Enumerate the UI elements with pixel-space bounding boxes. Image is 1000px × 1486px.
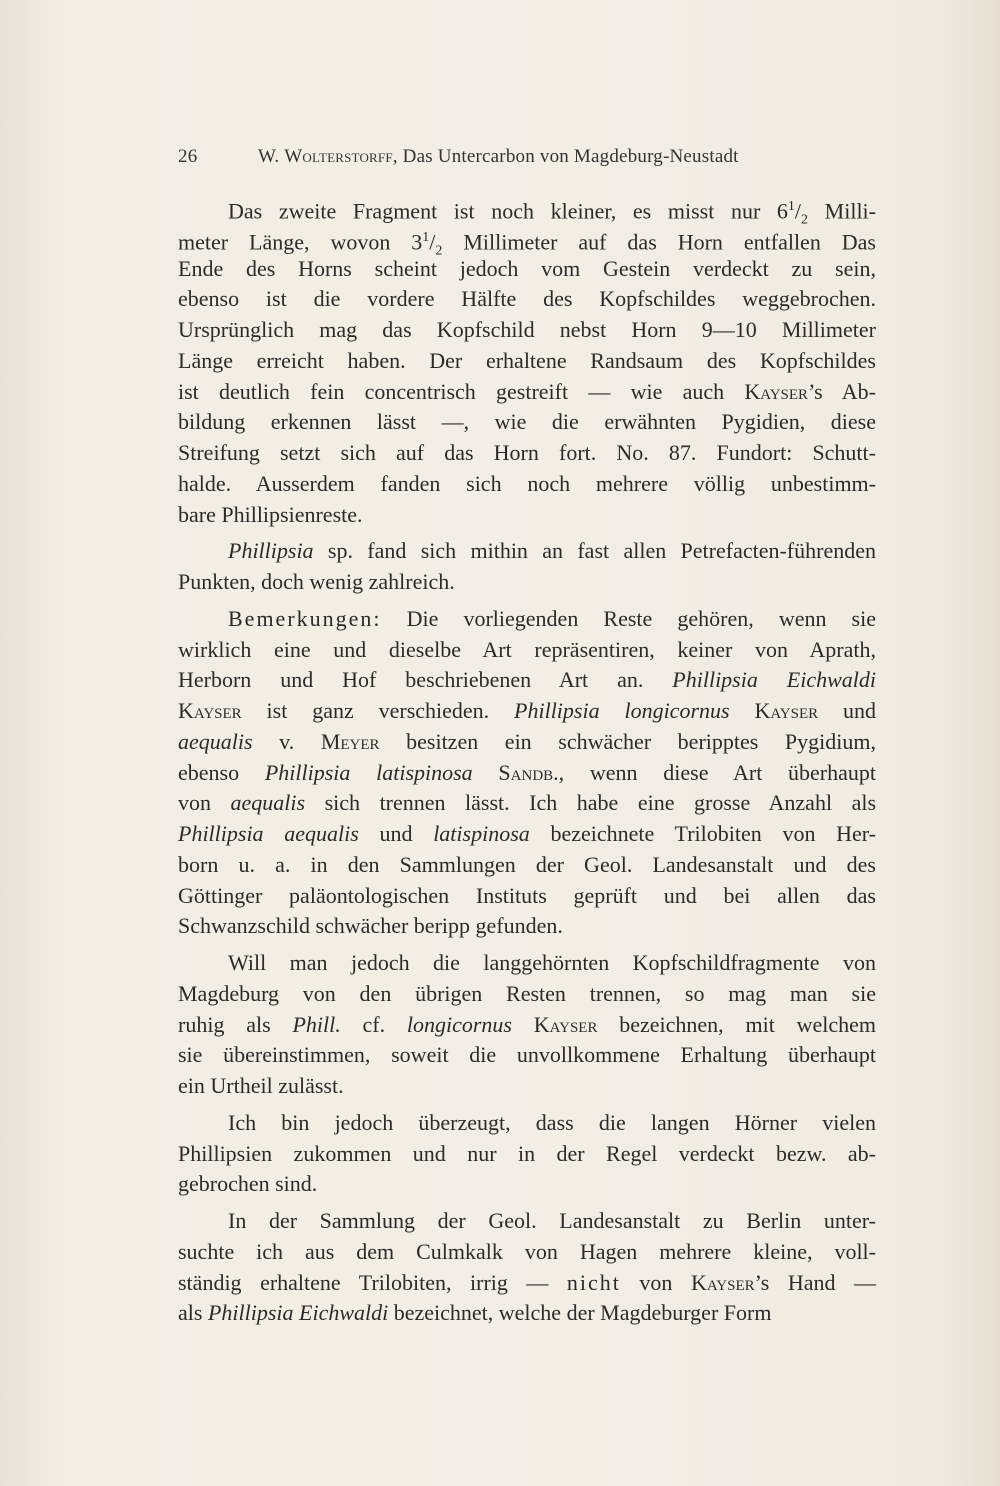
text-segment: In der Sammlung der Geol. Landesanstalt zu Berlin unter- bbox=[228, 1208, 876, 1233]
text-line bbox=[178, 500, 876, 531]
text-segment bbox=[512, 1012, 534, 1037]
text-segment: besitzen ein schwächer beripptes Pygidium, bbox=[379, 728, 876, 754]
text-segment bbox=[473, 760, 499, 785]
text-line bbox=[178, 315, 876, 346]
text-line bbox=[178, 346, 876, 377]
text-segment: sich trennen lässt. Ich habe eine grosse Anzahl als bbox=[305, 790, 877, 816]
italic-text: aequalis bbox=[230, 790, 306, 816]
text-line bbox=[178, 911, 876, 942]
text-segment: born u. a. in den Sammlungen der Geol. Landesanstalt und des bbox=[178, 851, 876, 877]
italic-text: Phillipsia latispinosa bbox=[264, 759, 473, 785]
text-segment: ist ganz verschieden. bbox=[241, 698, 515, 723]
italic-text: Phillipsia longicornus bbox=[514, 698, 730, 723]
small-caps-name: Kayser bbox=[690, 1269, 755, 1295]
paragraph bbox=[178, 604, 876, 942]
text-line bbox=[178, 438, 876, 469]
text-line bbox=[178, 881, 876, 912]
italic-text: Phill. bbox=[292, 1011, 341, 1037]
text-segment: meter Länge, wovon 3 bbox=[178, 229, 423, 255]
text-line bbox=[178, 1071, 876, 1102]
text-segment: ruhig als bbox=[178, 1011, 293, 1037]
text-segment: und bbox=[818, 698, 877, 723]
small-caps-name: Meyer bbox=[320, 728, 380, 754]
header-title: , Das Untercarbon von Magdeburg-Neustadt bbox=[392, 146, 739, 167]
paragraph bbox=[178, 1108, 876, 1200]
text-segment: Punkten, doch wenig zahlreich. bbox=[178, 569, 455, 594]
italic-text: latispinosa bbox=[433, 821, 530, 846]
text-segment: ’s Hand — bbox=[754, 1269, 876, 1295]
text-segment: 1 bbox=[787, 199, 795, 214]
small-caps-name: Kayser bbox=[744, 378, 809, 404]
text-segment: bare Phillipsienreste. bbox=[178, 501, 363, 527]
text-line bbox=[178, 979, 876, 1010]
text-segment: / bbox=[429, 229, 436, 255]
text-segment: Das zweite Fragment ist noch kleiner, es misst nur 6 bbox=[228, 198, 788, 224]
body-text bbox=[178, 192, 876, 1329]
text-segment: Bemerkungen: bbox=[228, 605, 382, 631]
text-segment: nicht bbox=[566, 1269, 621, 1295]
text-segment: sie übereinstimmen, soweit die unvollkommene Erhaltung überhaupt bbox=[178, 1042, 876, 1068]
text-segment: bezeichnete Trilobiten von Her- bbox=[529, 821, 876, 846]
text-line bbox=[178, 469, 876, 500]
text-segment: Ursprünglich mag das Kopfschild nebst Horn 9—10 Millimeter bbox=[178, 317, 876, 342]
text-segment: 2 bbox=[801, 212, 809, 228]
text-segment: Schwanzschild schwächer beripp gefunden. bbox=[178, 913, 563, 939]
text-line bbox=[178, 819, 876, 850]
text-segment: Göttinger paläontologischen Instituts geprüft und bei allen das bbox=[178, 882, 876, 908]
text-segment: ein Urtheil zulässt. bbox=[178, 1073, 344, 1098]
italic-text: longicornus bbox=[406, 1011, 512, 1037]
text-line bbox=[178, 1298, 876, 1329]
text-line bbox=[178, 284, 876, 315]
text-segment: gebrochen sind. bbox=[178, 1171, 318, 1197]
text-line bbox=[178, 1108, 876, 1139]
text-line bbox=[178, 1010, 876, 1041]
text-segment: als bbox=[178, 1300, 208, 1326]
text-segment bbox=[730, 698, 755, 723]
text-line bbox=[178, 948, 876, 979]
author-initial: W. bbox=[258, 146, 280, 167]
running-header bbox=[178, 146, 878, 168]
text-segment: Ich bin jedoch überzeugt, dass die langen Hörner vielen bbox=[228, 1109, 876, 1135]
text-segment: cf. bbox=[340, 1011, 407, 1037]
text-segment: von bbox=[620, 1269, 691, 1295]
text-segment: ’s Ab- bbox=[808, 378, 876, 404]
text-segment: und bbox=[358, 821, 434, 846]
text-line bbox=[178, 1139, 876, 1170]
small-caps-name: Kayser bbox=[178, 698, 242, 723]
text-line bbox=[178, 192, 876, 228]
text-segment: halde. Ausserdem fanden sich noch mehrere völlig unbestimm- bbox=[178, 470, 876, 496]
italic-text: Phillipsia Eichwaldi bbox=[207, 1300, 389, 1326]
text-segment: suchte ich aus dem Culmkalk von Hagen mehrere kleine, voll- bbox=[178, 1238, 876, 1264]
text-segment: bezeichnet, welche der Magdeburger Form bbox=[388, 1300, 772, 1326]
text-line bbox=[178, 1268, 876, 1299]
paragraph bbox=[178, 192, 876, 530]
text-line bbox=[178, 1237, 876, 1268]
text-line bbox=[178, 758, 876, 789]
text-line bbox=[178, 407, 876, 438]
text-segment: sp. fand sich mithin an fast allen Petrefacten-führenden bbox=[313, 538, 876, 564]
text-line bbox=[178, 223, 876, 259]
small-caps-name: Kayser bbox=[754, 698, 819, 723]
text-segment: ist deutlich fein concentrisch gestreift — wie auch bbox=[178, 378, 745, 404]
text-line bbox=[178, 536, 876, 567]
small-caps-name: Sandb. bbox=[498, 759, 559, 785]
italic-text: aequalis bbox=[178, 728, 253, 754]
text-segment: ebenso ist die vordere Hälfte des Kopfschildes weggebrochen. bbox=[178, 286, 876, 312]
text-segment: von bbox=[178, 790, 231, 816]
text-segment: / bbox=[794, 198, 802, 224]
text-line bbox=[178, 1206, 876, 1237]
text-line bbox=[178, 788, 876, 819]
text-line bbox=[178, 1040, 876, 1071]
text-line bbox=[178, 567, 876, 598]
paragraph bbox=[178, 536, 876, 598]
text-line bbox=[178, 727, 876, 758]
text-segment: Die vorliegenden Reste gehören, wenn sie bbox=[381, 605, 876, 631]
text-segment: Millimeter auf das Horn entfallen Das bbox=[442, 229, 876, 255]
text-segment: Will man jedoch die langgehörnten Kopfschildfragmente von bbox=[228, 950, 876, 975]
text-line bbox=[178, 635, 876, 666]
text-segment: wirklich eine und dieselbe Art repräsentiren, keiner von Aprath, bbox=[178, 636, 876, 662]
paragraph bbox=[178, 1206, 876, 1329]
italic-text: Phillipsia bbox=[228, 538, 314, 564]
text-segment: Länge erreicht haben. Der erhaltene Randsaum des Kopfschildes bbox=[178, 347, 876, 373]
text-segment: Magdeburg von den übrigen Resten trennen, so mag man sie bbox=[178, 980, 876, 1006]
text-segment: v. bbox=[252, 728, 321, 754]
text-line bbox=[178, 696, 876, 727]
small-caps-name: Kayser bbox=[533, 1011, 598, 1037]
text-line bbox=[178, 1169, 876, 1200]
author-name: Wolterstorff bbox=[284, 146, 393, 167]
text-segment: ebenso bbox=[178, 759, 265, 785]
text-line bbox=[178, 254, 876, 285]
text-segment: Herborn und Hof beschriebenen Art an. bbox=[178, 667, 673, 693]
text-segment: 1 bbox=[422, 229, 430, 245]
italic-text: Phillipsia aequalis bbox=[178, 821, 359, 846]
text-line bbox=[178, 604, 876, 635]
text-line bbox=[178, 665, 876, 696]
italic-text: Phillipsia Eichwaldi bbox=[672, 667, 877, 693]
text-segment: , wenn diese Art überhaupt bbox=[558, 759, 877, 785]
page-number: 26 bbox=[178, 146, 198, 167]
paragraph bbox=[178, 948, 876, 1102]
text-segment: Streifung setzt sich auf das Horn fort. No. 87. Fundort: Schutt- bbox=[178, 440, 876, 465]
text-segment: bildung erkennen lässt —, wie die erwähnten Pygidien, diese bbox=[178, 409, 876, 435]
text-segment: ständig erhaltene Trilobiten, irrig — bbox=[178, 1269, 567, 1295]
text-line bbox=[178, 377, 876, 408]
text-line bbox=[178, 850, 876, 881]
text-segment: Ende des Horns scheint jedoch vom Gestein verdeckt zu sein, bbox=[178, 255, 876, 281]
text-segment: Milli- bbox=[808, 198, 876, 224]
text-segment: bezeichnen, mit welchem bbox=[597, 1011, 876, 1037]
text-segment: 2 bbox=[435, 243, 443, 259]
text-segment: Phillipsien zukommen und nur in der Regel verdeckt bezw. ab- bbox=[178, 1140, 876, 1166]
